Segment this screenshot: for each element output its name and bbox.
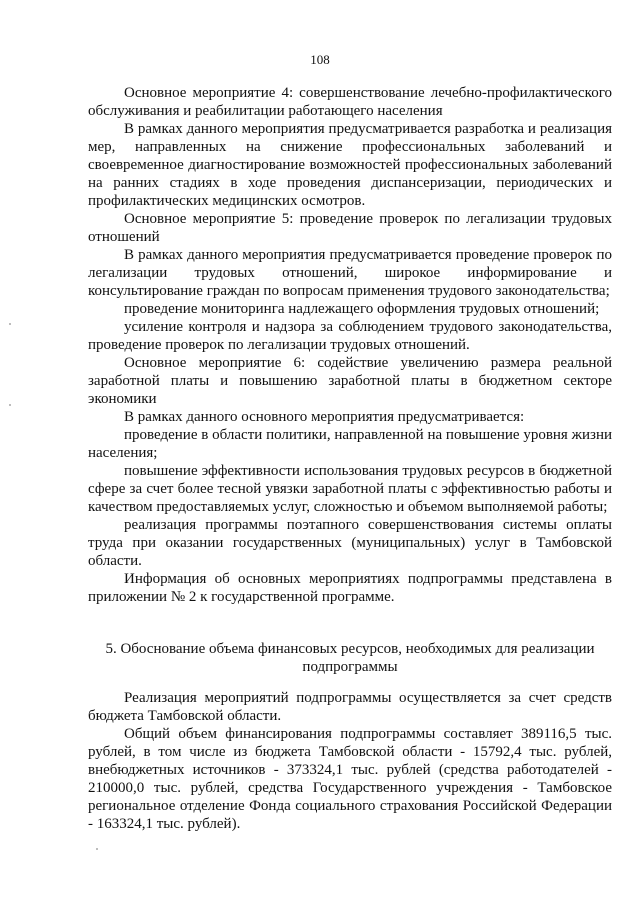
scan-speck	[96, 848, 98, 850]
scan-speck	[9, 323, 11, 325]
paragraph: В рамках данного основного мероприятия предусматривается:	[124, 409, 525, 425]
paragraph: Основное мероприятие 4: совершенствование лечебно-профилактического обслуживания и реабилитации работающего населения	[88, 85, 612, 119]
paragraph: В рамках данного мероприятия предусматривается проведение проверок по легализации трудовых отношений, широкое информирование и консультирование граждан по вопросам применения трудового законодательства;	[88, 247, 612, 299]
page-number: 108	[310, 52, 330, 67]
paragraph: Общий объем финансирования подпрограммы составляет 389116,5 тыс. рублей, в том числе из бюджета Тамбовской области - 15792,4 тыс. рублей, внебюджетных источников - 373324,1 тыс. рублей (средства работодателей - 210000,0 тыс. рублей, средства Государственного учреждения - Тамбовское региональное отделение Фонда социального страхования Российской Федерации - 163324,1 тыс. рублей).	[88, 726, 612, 832]
paragraph: Реализация мероприятий подпрограммы осуществляется за счет средств бюджета Тамбовской области.	[88, 690, 612, 724]
paragraph: В рамках данного мероприятия предусматривается разработка и реализация мер, направленных на снижение профессиональных заболеваний и своевременное диагностирование возможностей профессиональных заболеваний на ранних стадиях в ходе проведения диспансеризации, периодических и профилактических медицинских осмотров.	[88, 121, 612, 209]
paragraph: Основное мероприятие 6: содействие увеличению размера реальной заработной платы и повышению заработной платы в бюджетном секторе экономики	[88, 355, 612, 407]
paragraph: проведение мониторинга надлежащего оформления трудовых отношений;	[124, 301, 600, 317]
page-body	[88, 84, 612, 833]
paragraph: реализация программы поэтапного совершенствования системы оплаты труда при оказании государственных (муниципальных) услуг в Тамбовской области.	[88, 517, 612, 569]
paragraph: Информация об основных мероприятиях подпрограммы представлена в приложении № 2 к государственной программе.	[88, 571, 612, 605]
paragraph: проведение в области политики, направленной на повышение уровня жизни населения;	[88, 427, 612, 461]
paragraph: повышение эффективности использования трудовых ресурсов в бюджетной сфере за счет более тесной увязки заработной платы с эффективностью работы и качеством предоставляемых услуг, сложностью и объемом выполняемой работы;	[88, 463, 612, 515]
paragraph: усиление контроля и надзора за соблюдением трудового законодательства, проведение проверок по легализации трудовых отношений.	[88, 319, 612, 353]
scan-speck	[9, 404, 11, 406]
section-heading: 5. Обоснование объема финансовых ресурсов, необходимых для реализации подпрограммы	[105, 641, 595, 675]
paragraph: Основное мероприятие 5: проведение проверок по легализации трудовых отношений	[88, 211, 612, 245]
